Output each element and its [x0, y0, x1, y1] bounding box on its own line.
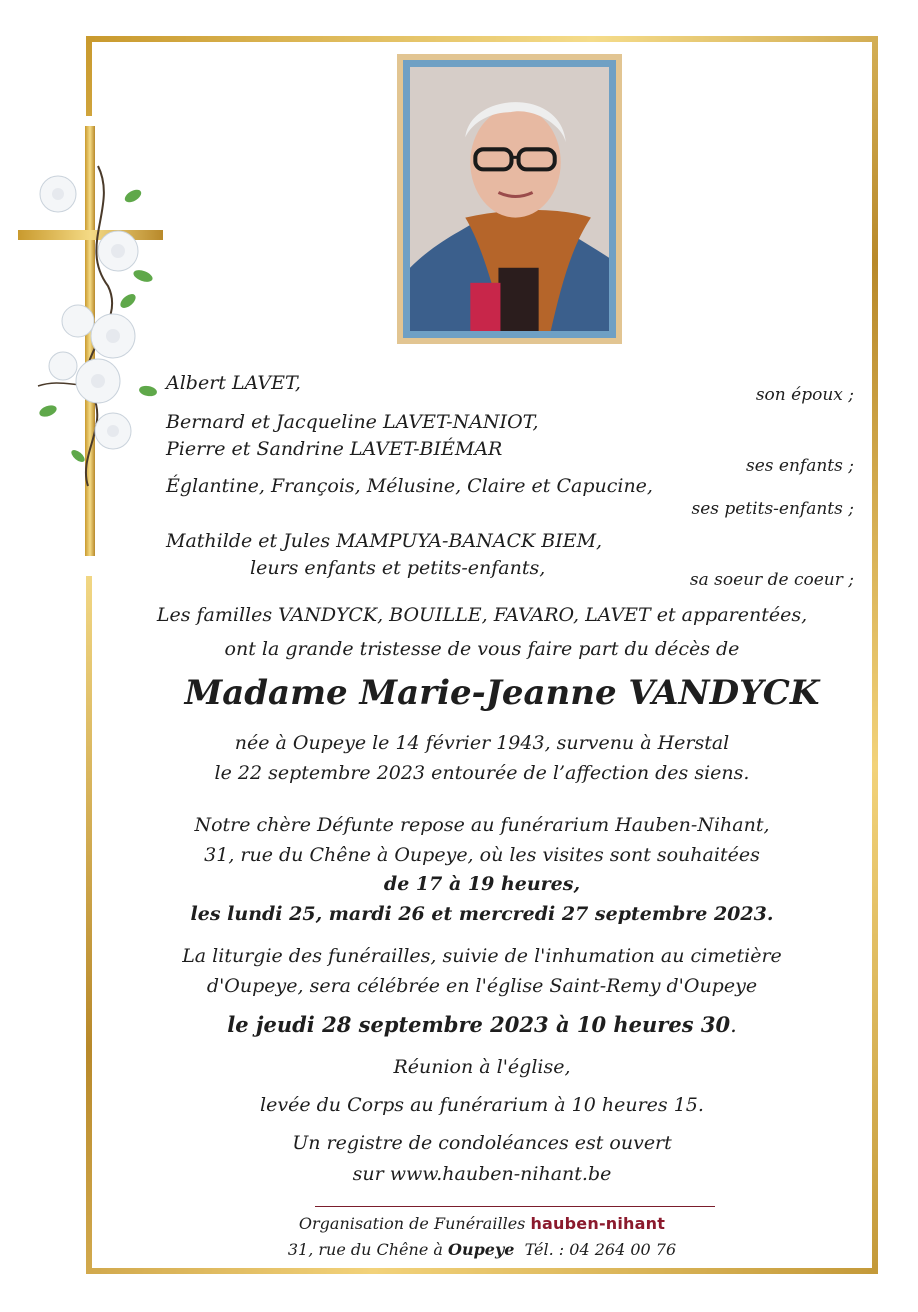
announcement-line: ont la grande tristesse de vous faire part du décès de	[224, 638, 740, 660]
children-line-1: Bernard et Jacqueline LAVET-NANIOT,	[166, 411, 539, 433]
birth-line: née à Oupeye le 14 février 1943, survenu à Herstal	[234, 732, 730, 754]
grandchildren-role: ses petits-enfants ;	[691, 499, 854, 519]
children-line-2: Pierre et Sandrine LAVET-BIÉMAR	[166, 438, 503, 460]
deceased-name: Madame Marie-Jeanne VANDYCK	[184, 673, 820, 713]
registry-line-2: sur www.hauben-nihant.be	[352, 1163, 612, 1185]
registry-line-1: Un registre de condoléances est ouvert	[292, 1132, 672, 1154]
spouse-role: son époux ;	[755, 385, 854, 405]
funeral-line-2: d'Oupeye, sera célébrée en l'église Saint-Remy d'Oupeye	[206, 975, 758, 997]
spouse-name: Albert LAVET,	[166, 372, 301, 394]
funeral-date	[86, 1012, 878, 1037]
visits-line-1: Notre chère Défunte repose au funérarium Hauben-Nihant,	[194, 814, 770, 836]
footer-org-prefix: Organisation de Funérailles	[298, 1214, 526, 1233]
visits-days: les lundi 25, mardi 26 et mercredi 27 septembre 2023.	[190, 903, 774, 925]
children-role: ses enfants ;	[746, 456, 854, 476]
funeral-date-text: le jeudi 28 septembre 2023 à 10 heures 30	[227, 1012, 731, 1037]
visits-hours: de 17 à 19 heures,	[383, 873, 581, 895]
gathering-line: Réunion à l'église,	[393, 1056, 571, 1078]
cross-with-flowers-icon	[18, 126, 168, 566]
sister-role: sa soeur de coeur ;	[689, 570, 854, 590]
visits-line-2: 31, rue du Chêne à Oupeye, où les visites sont souhaitées	[204, 844, 760, 866]
footer-organisation	[86, 1214, 878, 1233]
sister-line-1: Mathilde et Jules MAMPUYA-BANACK BIEM,	[166, 530, 603, 552]
sister-line-2: leurs enfants et petits-enfants,	[250, 557, 546, 579]
portrait-photo	[410, 67, 609, 331]
funeral-date-end: .	[730, 1013, 737, 1037]
brand-logo: hauben-nihant	[530, 1214, 666, 1233]
portrait-frame	[397, 54, 622, 344]
families-line: Les familles VANDYCK, BOUILLE, FAVARO, LAVET et apparentées,	[156, 604, 808, 626]
footer-address	[86, 1240, 878, 1259]
funeral-line-1: La liturgie des funérailles, suivie de l'inhumation au cimetière	[182, 945, 782, 967]
footer-city: Oupeye	[448, 1240, 515, 1259]
footer-address-prefix: 31, rue du Chêne à	[287, 1240, 443, 1259]
footer-divider	[315, 1206, 715, 1207]
footer-phone: Tél. : 04 264 00 76	[524, 1240, 677, 1259]
grandchildren-line: Églantine, François, Mélusine, Claire et Capucine,	[166, 475, 653, 497]
levee-line: levée du Corps au funérarium à 10 heures 15.	[260, 1094, 704, 1116]
death-line: le 22 septembre 2023 entourée de l’affection des siens.	[214, 762, 750, 784]
